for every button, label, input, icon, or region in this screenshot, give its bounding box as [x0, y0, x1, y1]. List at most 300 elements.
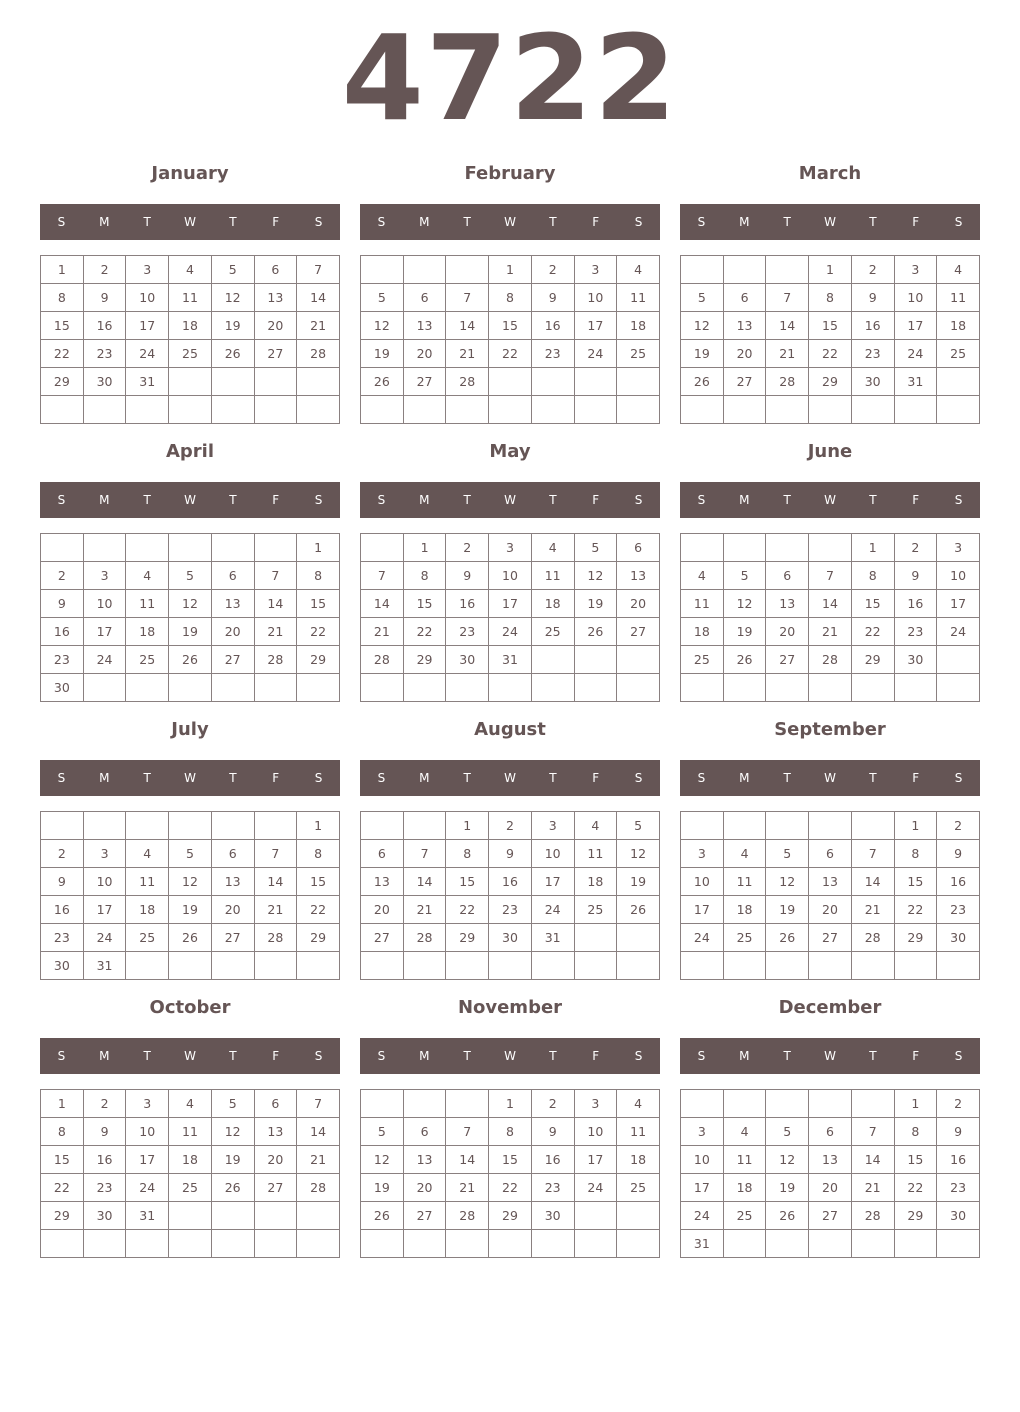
weekday-label: S	[377, 215, 386, 229]
weekday-label: S	[377, 1049, 386, 1063]
empty-cell	[937, 396, 980, 424]
day-cell: 9	[41, 868, 84, 896]
day-cell: 25	[681, 646, 724, 674]
empty-cell	[211, 1230, 254, 1258]
empty-cell	[169, 396, 212, 424]
empty-cell	[617, 1230, 660, 1258]
empty-cell	[169, 674, 212, 702]
week-row	[41, 812, 340, 840]
day-cell: 10	[83, 590, 126, 618]
day-cell: 4	[126, 562, 169, 590]
weekday-label: F	[592, 493, 600, 507]
empty-cell	[681, 1090, 724, 1118]
day-cell: 10	[681, 868, 724, 896]
day-cell: 31	[531, 924, 574, 952]
weekday-label: S	[954, 771, 963, 785]
day-cell: 21	[254, 618, 297, 646]
day-cell: 7	[446, 1118, 489, 1146]
day-cell: 30	[937, 924, 980, 952]
empty-cell	[723, 952, 766, 980]
week-row	[41, 840, 340, 868]
day-cell: 19	[211, 312, 254, 340]
empty-cell	[254, 396, 297, 424]
week-row	[41, 1146, 340, 1174]
empty-cell	[531, 674, 574, 702]
day-cell: 1	[851, 534, 894, 562]
day-cell: 19	[169, 618, 212, 646]
empty-cell	[169, 1230, 212, 1258]
day-cell: 18	[126, 618, 169, 646]
empty-cell	[851, 1230, 894, 1258]
day-cell: 14	[766, 312, 809, 340]
day-cell: 31	[894, 368, 937, 396]
empty-cell	[851, 812, 894, 840]
day-cell: 4	[681, 562, 724, 590]
day-cell: 31	[126, 368, 169, 396]
weekday-label: T	[229, 215, 237, 229]
week-row	[361, 256, 660, 284]
day-cell: 25	[169, 1174, 212, 1202]
day-cell: 29	[297, 646, 340, 674]
empty-cell	[297, 674, 340, 702]
day-cell: 7	[297, 1090, 340, 1118]
day-cell: 13	[403, 1146, 446, 1174]
day-cell: 25	[937, 340, 980, 368]
empty-cell	[254, 674, 297, 702]
empty-cell	[937, 674, 980, 702]
weekday-label: T	[229, 493, 237, 507]
empty-cell	[403, 256, 446, 284]
day-cell: 15	[809, 312, 852, 340]
day-cell: 10	[531, 840, 574, 868]
weekday-label: S	[634, 493, 643, 507]
day-cell: 7	[254, 562, 297, 590]
empty-cell	[937, 1230, 980, 1258]
day-cell: 20	[403, 1174, 446, 1202]
empty-cell	[851, 396, 894, 424]
day-cell: 17	[126, 1146, 169, 1174]
day-cell: 3	[531, 812, 574, 840]
day-grid	[40, 811, 340, 980]
week-row	[361, 896, 660, 924]
weekday-header	[40, 760, 340, 796]
day-cell: 10	[126, 284, 169, 312]
day-cell: 16	[41, 896, 84, 924]
day-cell: 27	[361, 924, 404, 952]
day-cell: 2	[851, 256, 894, 284]
week-row	[361, 396, 660, 424]
empty-cell	[83, 534, 126, 562]
empty-cell	[681, 396, 724, 424]
empty-cell	[403, 952, 446, 980]
day-cell: 16	[531, 1146, 574, 1174]
day-cell: 28	[851, 1202, 894, 1230]
empty-cell	[297, 396, 340, 424]
empty-cell	[894, 952, 937, 980]
month-name: July	[171, 719, 209, 740]
week-row	[41, 952, 340, 980]
day-cell: 9	[531, 1118, 574, 1146]
day-cell: 9	[446, 562, 489, 590]
empty-cell	[489, 396, 532, 424]
day-cell: 27	[723, 368, 766, 396]
weekday-label: T	[143, 1049, 151, 1063]
weekday-label: S	[314, 493, 323, 507]
weekday-header	[680, 760, 980, 796]
day-cell: 24	[531, 896, 574, 924]
weekday-label: M	[99, 1049, 110, 1063]
week-row	[681, 1202, 980, 1230]
day-cell: 18	[169, 1146, 212, 1174]
week-row	[41, 590, 340, 618]
day-cell: 26	[211, 1174, 254, 1202]
day-cell: 5	[681, 284, 724, 312]
day-cell: 2	[41, 840, 84, 868]
empty-cell	[574, 952, 617, 980]
day-cell: 17	[83, 896, 126, 924]
day-cell: 30	[531, 1202, 574, 1230]
weekday-label: T	[783, 215, 791, 229]
day-cell: 26	[361, 1202, 404, 1230]
day-cell: 9	[41, 590, 84, 618]
day-cell: 9	[937, 840, 980, 868]
day-cell: 30	[489, 924, 532, 952]
day-cell: 19	[766, 896, 809, 924]
week-row	[681, 646, 980, 674]
day-cell: 21	[809, 618, 852, 646]
day-cell: 6	[211, 840, 254, 868]
week-row	[361, 534, 660, 562]
day-cell: 25	[126, 924, 169, 952]
weekday-label: F	[592, 1049, 600, 1063]
weekday-header	[360, 1038, 660, 1074]
day-grid	[680, 1089, 980, 1258]
day-cell: 24	[83, 646, 126, 674]
day-cell: 19	[361, 1174, 404, 1202]
week-row	[681, 284, 980, 312]
day-cell: 19	[766, 1174, 809, 1202]
day-cell: 10	[83, 868, 126, 896]
day-cell: 14	[361, 590, 404, 618]
empty-cell	[937, 646, 980, 674]
day-cell: 12	[681, 312, 724, 340]
day-cell: 4	[169, 1090, 212, 1118]
day-cell: 6	[809, 1118, 852, 1146]
day-cell: 12	[361, 312, 404, 340]
day-cell: 7	[403, 840, 446, 868]
day-cell: 27	[211, 646, 254, 674]
day-cell: 8	[894, 1118, 937, 1146]
day-cell: 12	[766, 868, 809, 896]
day-cell: 27	[403, 368, 446, 396]
day-cell: 12	[169, 868, 212, 896]
day-cell: 17	[489, 590, 532, 618]
week-row	[41, 396, 340, 424]
week-row	[681, 340, 980, 368]
empty-cell	[361, 952, 404, 980]
day-cell: 1	[297, 812, 340, 840]
week-row	[361, 1230, 660, 1258]
day-cell: 13	[809, 1146, 852, 1174]
empty-cell	[446, 674, 489, 702]
day-cell: 16	[531, 312, 574, 340]
empty-cell	[766, 256, 809, 284]
day-cell: 3	[489, 534, 532, 562]
day-cell: 4	[723, 1118, 766, 1146]
day-cell: 24	[574, 340, 617, 368]
day-cell: 23	[937, 1174, 980, 1202]
empty-cell	[681, 534, 724, 562]
weekday-label: W	[184, 771, 196, 785]
week-row	[681, 1230, 980, 1258]
day-cell: 1	[446, 812, 489, 840]
day-grid	[360, 255, 660, 424]
day-cell: 13	[403, 312, 446, 340]
day-grid	[40, 533, 340, 702]
empty-cell	[126, 1230, 169, 1258]
day-cell: 28	[809, 646, 852, 674]
day-cell: 15	[489, 1146, 532, 1174]
day-cell: 18	[531, 590, 574, 618]
empty-cell	[83, 1230, 126, 1258]
day-cell: 19	[681, 340, 724, 368]
day-cell: 21	[766, 340, 809, 368]
day-cell: 28	[297, 1174, 340, 1202]
empty-cell	[809, 1090, 852, 1118]
empty-cell	[766, 674, 809, 702]
day-cell: 19	[361, 340, 404, 368]
weekday-label: M	[739, 215, 750, 229]
week-row	[41, 618, 340, 646]
empty-cell	[489, 368, 532, 396]
week-row	[681, 1174, 980, 1202]
empty-cell	[297, 1202, 340, 1230]
empty-cell	[766, 534, 809, 562]
day-cell: 17	[83, 618, 126, 646]
day-cell: 9	[531, 284, 574, 312]
day-cell: 23	[894, 618, 937, 646]
day-cell: 21	[361, 618, 404, 646]
empty-cell	[574, 396, 617, 424]
day-cell: 9	[489, 840, 532, 868]
empty-cell	[83, 674, 126, 702]
day-cell: 11	[169, 1118, 212, 1146]
empty-cell	[83, 396, 126, 424]
weekday-label: M	[99, 215, 110, 229]
empty-cell	[681, 812, 724, 840]
day-cell: 2	[894, 534, 937, 562]
empty-cell	[211, 952, 254, 980]
empty-cell	[617, 924, 660, 952]
day-cell: 3	[83, 840, 126, 868]
weekday-label: T	[229, 771, 237, 785]
day-cell: 4	[937, 256, 980, 284]
day-cell: 30	[937, 1202, 980, 1230]
weekday-label: F	[592, 215, 600, 229]
day-cell: 29	[446, 924, 489, 952]
day-cell: 4	[574, 812, 617, 840]
day-cell: 27	[254, 340, 297, 368]
weekday-label: M	[419, 771, 430, 785]
weekday-header	[680, 1038, 980, 1074]
day-cell: 7	[766, 284, 809, 312]
empty-cell	[446, 1230, 489, 1258]
day-cell: 17	[574, 312, 617, 340]
empty-cell	[254, 368, 297, 396]
day-cell: 10	[574, 284, 617, 312]
day-cell: 5	[361, 284, 404, 312]
day-cell: 8	[403, 562, 446, 590]
day-cell: 4	[723, 840, 766, 868]
day-cell: 14	[809, 590, 852, 618]
empty-cell	[169, 534, 212, 562]
day-cell: 1	[489, 256, 532, 284]
day-cell: 24	[126, 340, 169, 368]
empty-cell	[403, 812, 446, 840]
week-row	[41, 256, 340, 284]
day-cell: 2	[937, 812, 980, 840]
month-name: December	[778, 997, 882, 1018]
day-cell: 28	[403, 924, 446, 952]
day-cell: 10	[894, 284, 937, 312]
day-cell: 12	[211, 1118, 254, 1146]
day-cell: 23	[489, 896, 532, 924]
empty-cell	[41, 812, 84, 840]
week-row	[361, 590, 660, 618]
day-cell: 22	[41, 1174, 84, 1202]
week-row	[41, 534, 340, 562]
day-cell: 23	[937, 896, 980, 924]
empty-cell	[297, 952, 340, 980]
empty-cell	[809, 1230, 852, 1258]
day-cell: 22	[894, 896, 937, 924]
weekday-header	[40, 1038, 340, 1074]
week-row	[681, 562, 980, 590]
day-cell: 23	[83, 1174, 126, 1202]
day-cell: 16	[851, 312, 894, 340]
day-cell: 24	[681, 924, 724, 952]
day-cell: 1	[489, 1090, 532, 1118]
weekday-label: W	[184, 493, 196, 507]
empty-cell	[211, 396, 254, 424]
week-row	[41, 1090, 340, 1118]
week-row	[361, 924, 660, 952]
empty-cell	[361, 674, 404, 702]
empty-cell	[169, 368, 212, 396]
weekday-label: W	[504, 493, 516, 507]
day-cell: 23	[83, 340, 126, 368]
day-grid	[40, 1089, 340, 1258]
day-cell: 22	[297, 896, 340, 924]
day-cell: 8	[297, 562, 340, 590]
day-cell: 26	[766, 1202, 809, 1230]
day-cell: 10	[937, 562, 980, 590]
weekday-label: T	[549, 1049, 557, 1063]
day-cell: 5	[766, 840, 809, 868]
day-cell: 12	[617, 840, 660, 868]
month-name: September	[774, 719, 886, 740]
week-row	[681, 674, 980, 702]
month-name: February	[464, 163, 556, 184]
week-row	[681, 868, 980, 896]
day-cell: 25	[723, 924, 766, 952]
day-cell: 29	[41, 1202, 84, 1230]
day-grid	[360, 1089, 660, 1258]
week-row	[361, 868, 660, 896]
day-cell: 11	[126, 868, 169, 896]
week-row	[361, 1146, 660, 1174]
day-cell: 12	[361, 1146, 404, 1174]
day-cell: 15	[41, 1146, 84, 1174]
day-cell: 14	[403, 868, 446, 896]
day-cell: 30	[41, 952, 84, 980]
empty-cell	[574, 674, 617, 702]
day-cell: 5	[574, 534, 617, 562]
empty-cell	[361, 1090, 404, 1118]
weekday-label: S	[57, 771, 66, 785]
weekday-label: T	[463, 771, 471, 785]
day-cell: 21	[254, 896, 297, 924]
day-cell: 11	[574, 840, 617, 868]
day-cell: 31	[83, 952, 126, 980]
day-cell: 13	[361, 868, 404, 896]
day-cell: 18	[169, 312, 212, 340]
day-cell: 22	[41, 340, 84, 368]
day-cell: 31	[681, 1230, 724, 1258]
day-cell: 6	[617, 534, 660, 562]
empty-cell	[126, 812, 169, 840]
weekday-label: T	[229, 1049, 237, 1063]
day-cell: 19	[723, 618, 766, 646]
day-cell: 11	[617, 1118, 660, 1146]
day-cell: 20	[723, 340, 766, 368]
weekday-label: S	[314, 1049, 323, 1063]
empty-cell	[254, 812, 297, 840]
day-grid	[680, 811, 980, 980]
week-row	[681, 618, 980, 646]
day-cell: 11	[681, 590, 724, 618]
empty-cell	[531, 952, 574, 980]
day-cell: 21	[851, 896, 894, 924]
weekday-label: S	[377, 771, 386, 785]
day-cell: 28	[297, 340, 340, 368]
week-row	[41, 896, 340, 924]
weekday-label: S	[954, 493, 963, 507]
empty-cell	[169, 812, 212, 840]
empty-cell	[446, 256, 489, 284]
weekday-label: M	[739, 493, 750, 507]
weekday-label: S	[57, 1049, 66, 1063]
day-cell: 2	[489, 812, 532, 840]
weekday-label: W	[504, 771, 516, 785]
weekday-header	[680, 482, 980, 518]
day-cell: 5	[211, 256, 254, 284]
day-cell: 3	[681, 840, 724, 868]
empty-cell	[937, 952, 980, 980]
day-cell: 5	[361, 1118, 404, 1146]
weekday-label: W	[184, 215, 196, 229]
day-cell: 30	[83, 368, 126, 396]
day-cell: 22	[894, 1174, 937, 1202]
empty-cell	[723, 674, 766, 702]
empty-cell	[681, 256, 724, 284]
day-cell: 19	[617, 868, 660, 896]
day-cell: 8	[41, 284, 84, 312]
day-grid	[680, 533, 980, 702]
empty-cell	[617, 368, 660, 396]
day-cell: 8	[489, 1118, 532, 1146]
day-cell: 29	[403, 646, 446, 674]
